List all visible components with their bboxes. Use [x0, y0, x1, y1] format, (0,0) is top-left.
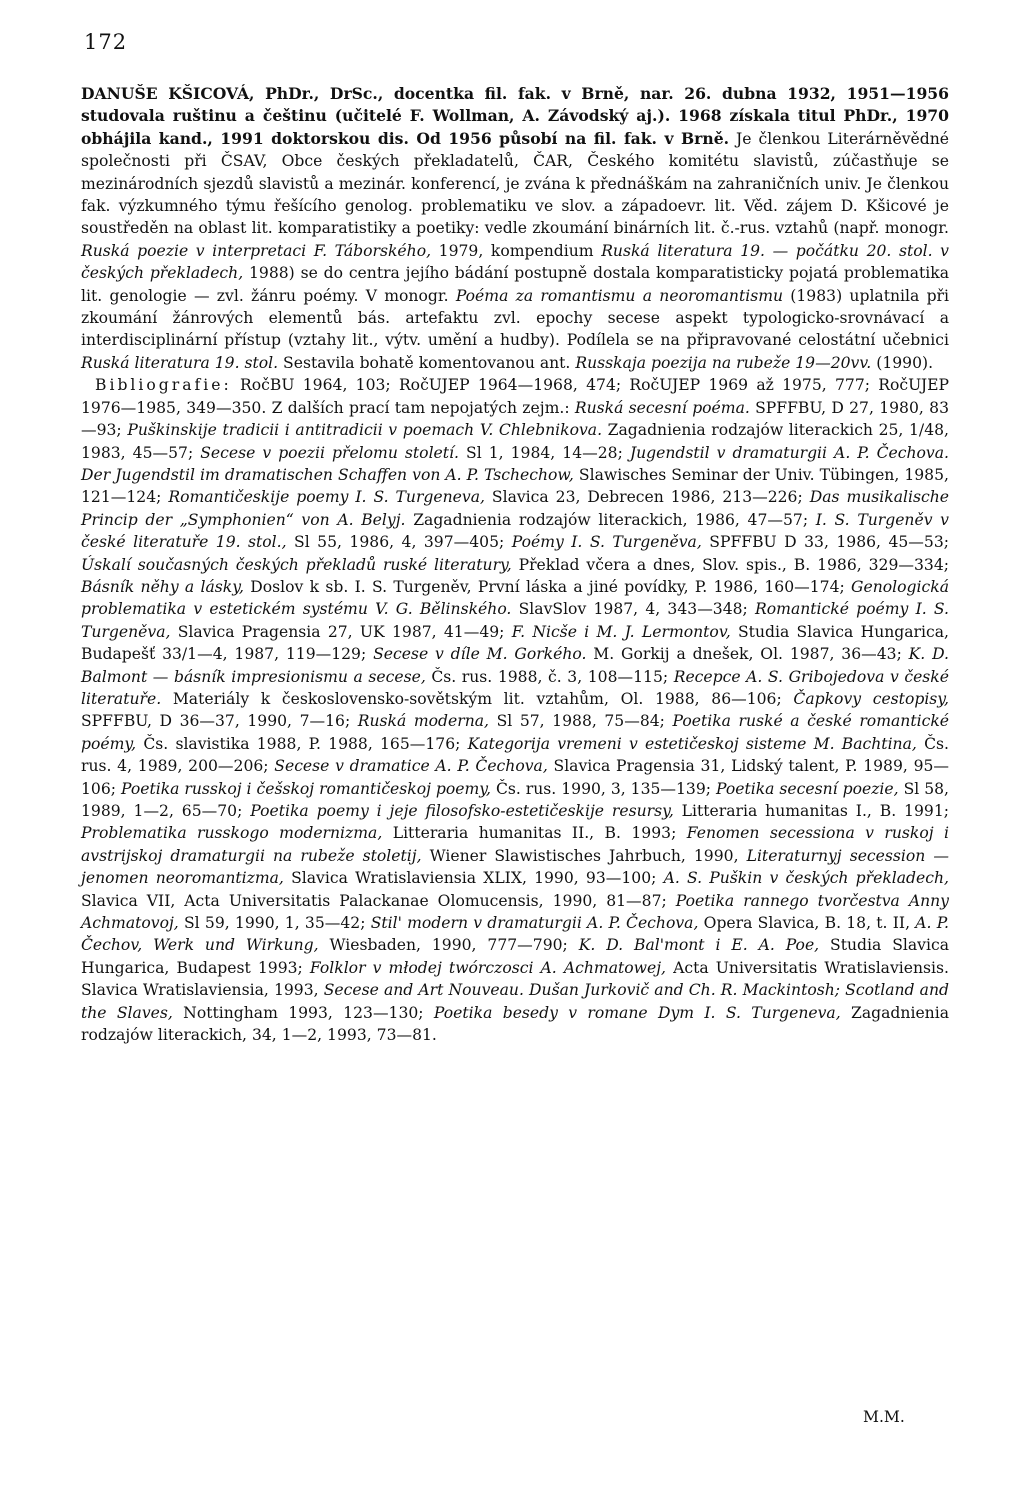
bibliography-segment-title: A. S. Puškin v českých překladech,: [663, 869, 949, 888]
bibliography-segment-title: Básník něhy a lásky,: [81, 577, 244, 596]
bibliography-segment-title: F. Nicše i M. J. Lermontov,: [511, 622, 731, 641]
bibliography-label: Bibliografie:: [95, 376, 232, 395]
biography-paragraph: [81, 83, 949, 374]
biography-lead: DANUŠE KŠICOVÁ, PhDr., DrSc., docentka fil. fak. v Brně, nar. 26. dubna 1932, 1951—1956 studovala ruštinu a češtinu (učitelé F. Wollman, A. Závodský aj.). 1968 získala titul PhDr., 1970 obhájila kand., 1991 doktorskou dis. Od 1956 působí na fil. fak. v Brně.: [81, 84, 949, 148]
bibliography-segment-title: Fenomen secessiona v ruskoj i avstrijskoj dramaturgii na rubeže stoletij,: [81, 824, 949, 865]
bibliography-segment-text: Wiener Slawistisches Jahrbuch, 1990,: [421, 846, 747, 865]
biography-segment-title: Poéma za romantismu a neoromantismu: [455, 286, 784, 305]
biography-segment-title: Russkaja poezija na rubeže 19—20vv.: [575, 353, 872, 372]
bibliography-segment-title: Secese v díle M. Gorkého.: [373, 645, 587, 664]
bibliography-segment-title: Genologická problematika v estetickém systému V. G. Bělinského.: [81, 577, 949, 619]
bibliography-segment-text: Sl 58, 1989, 1—2, 65—70;: [81, 779, 949, 820]
bibliography-segment-text: Čs. slavistika 1988, P. 1988, 165—176;: [136, 734, 468, 753]
bibliography-segment-title: K. D. Balmont — básník impresionismu a secese,: [81, 645, 949, 686]
bibliography-segment-title: Recepce A. S. Gribojedova v české literatuře.: [81, 667, 949, 708]
bibliography-segment-title: Das musikalische Princip der „Symphonien“ von A. Belyj.: [81, 488, 949, 529]
bibliography-segment-text: Sl 1, 1984, 14—28;: [459, 443, 630, 462]
bibliography-segment-title: Romantičeskije poemy I. S. Turgeneva,: [168, 488, 485, 507]
entry-text: [81, 83, 949, 1046]
bibliography-segment-text: Sl 55, 1986, 4, 397—405;: [286, 533, 512, 552]
bibliography-segment-title: Poetika poemy i jeje filosofsko-estetičeskije resursy,: [250, 802, 674, 820]
bibliography-segment-title: Secese v dramatice A. P. Čechova,: [274, 757, 548, 776]
biography-segment-text: Je členkou Literárněvědné společnosti při ČSAV, Obce českých překladatelů, ČAR, Českého komitétu slavistů, zúčastňuje se mezinárodních sjezdů slavistů a mezinár. konferencí, je zvána k přednáškám na zahraničních univ. Je členkou fak. výzkumného týmu řešícího genolog. problematiku ve slov. a západoevr. lit. Věd. zájem D. Kšicové je soustředěn na oblast lit. komparatistiky a poetiky: vedle zkoumání binárních lit. č.-rus. vztahů (např. monogr.: [81, 129, 949, 238]
bibliography-paragraph: [81, 374, 949, 1046]
bibliography-segment-text: Čs. rus. 1988, č. 3, 108—115;: [425, 667, 674, 686]
bibliography-segment-title: Poetika rannego tvorčestva Anny Achmatovoj,: [81, 891, 949, 933]
bibliography-segment-title: Literaturnyj secession — jenomen neoromantizma,: [81, 846, 949, 888]
biography-segment-title: Ruská literatura 19. — počátku 20. stol. v českých překladech,: [81, 241, 949, 283]
bibliography-segment-title: Poetika ruské a české romantické poémy,: [81, 712, 949, 753]
biography-segment-text: (1990).: [871, 353, 934, 372]
bibliography-segment-text: Wiesbaden, 1990, 777—790;: [318, 936, 579, 955]
biography-segment-title: Ruská poezie v interpretaci F. Táborského,: [81, 241, 432, 260]
bibliography-segment-title: Úskalí současných českých překladů ruské literatury,: [81, 555, 512, 574]
author-signature: M.M.: [863, 1408, 905, 1426]
biography-segment-text: 1988) se do centra jejího bádání postupně dostala komparatisticky pojatá problematika lit. genologie — zvl. žánru poémy. V monogr.: [81, 264, 949, 305]
bibliography-segment-text: Sl 57, 1988, 75—84;: [489, 712, 673, 731]
bibliography-segment-text: Slavica Pragensia 31, Lidský talent, P. 1989, 95—106;: [81, 757, 950, 798]
bibliography-segment-text: Slavica Pragensia 27, UK 1987, 41—49;: [170, 622, 512, 641]
bibliography-body: [81, 376, 949, 1044]
bibliography-segment-title: Stil' modern v dramaturgii A. P. Čechova,: [370, 914, 699, 933]
bibliography-segment-title: Problematika russkogo modernizma,: [81, 824, 383, 843]
bibliography-segment-title: Ruská moderna,: [357, 712, 490, 731]
bibliography-segment-title: I. S. Turgeněv v české literatuře 19. stol.,: [81, 510, 949, 552]
bibliography-segment-text: Doslov k sb. I. S. Turgeněv, První láska a jiné povídky, P. 1986, 160—174;: [243, 577, 852, 596]
bibliography-segment-text: Čs. rus. 4, 1989, 200—206;: [81, 734, 949, 776]
bibliography-segment-text: Slavica Wratislaviensia XLIX, 1990, 93—100;: [283, 869, 664, 888]
bibliography-segment-title: Secese v poezii přelomu století.: [200, 443, 459, 462]
bibliography-segment-title: A. P. Čechov, Werk und Wirkung,: [81, 914, 950, 955]
bibliography-segment-text: Studia Slavica Hungarica, Budapešť 33/1—4, 1987, 119—129;: [81, 622, 949, 664]
bibliography-segment-text: Zagadnienia rodzajów literackich, 34, 1—2, 1993, 73—81.: [81, 1003, 949, 1045]
bibliography-segment-title: Puškinskije tradicii i antitradicii v poemach V. Chlebnikova.: [127, 421, 603, 440]
bibliography-segment-text: Čs. rus. 1990, 3, 135—139;: [491, 779, 716, 798]
bibliography-segment-text: Zagadnienia rodzajów literackich 25, 1/48, 1983, 45—57;: [81, 421, 949, 462]
bibliography-segment-text: Opera Slavica, B. 18, t. II,: [698, 914, 916, 933]
bibliography-segment-text: M. Gorkij a dnešek, Ol. 1987, 36—43;: [586, 645, 909, 664]
bibliography-segment-text: Slawisches Seminar der Univ. Tübingen, 1985, 121—124;: [81, 465, 949, 507]
biography-segment-text: (1983) uplatnila při zkoumání žánrových elementů bás. artefaktu zvl. epochy secese aspekt typologicko-srovnávací a interdisciplinární přístup (vztahy lit., výtv. umění a hudby). Podílela se na připravované celostátní učebnici: [81, 286, 950, 350]
biography-segment-text: Sestavila bohatě komentovanou ant.: [278, 353, 576, 372]
page-number: 172: [84, 30, 128, 54]
bibliography-segment-text: Slavica VII, Acta Universitatis Palackanae Olomucensis, 1990, 81—87;: [81, 891, 676, 910]
biography-body: [81, 130, 949, 372]
bibliography-segment-title: Poetika russkoj i češskoj romantičeskoj poemy,: [120, 779, 491, 798]
bibliography-segment-text: RočBU 1964, 103; RočUJEP 1964—1968, 474; RočUJEP 1969 až 1975, 777; RočUJEP 1976—1985, 349—350. Z dalších prací tam nepojatých zejm.:: [81, 376, 949, 417]
bibliography-segment-text: SlavSlov 1987, 4, 343—348;: [511, 600, 756, 619]
bibliography-segment-text: Acta Universitatis Wratislaviensis. Slavica Wratislaviensia, 1993,: [81, 958, 949, 1000]
biography-segment-text: 1979, kompendium: [431, 241, 602, 260]
bibliography-segment-text: Litteraria humanitas I., B. 1991;: [673, 802, 949, 820]
bibliography-segment-title: Poémy I. S. Turgeněva,: [511, 533, 702, 552]
bibliography-segment-text: SPFFBU, D 36—37, 1990, 7—16;: [81, 712, 358, 731]
bibliography-segment-text: Nottingham 1993, 123—130;: [172, 1003, 434, 1022]
bibliography-segment-title: Secese and Art Nouveau. Dušan Jurkovič and Ch. R. Mackintosh; Scotland and the Slaves,: [81, 981, 949, 1022]
bibliography-segment-text: Sl 59, 1990, 1, 35—42;: [178, 914, 371, 933]
bibliography-segment-title: K. D. Bal'mont i E. A. Poe,: [578, 936, 820, 955]
bibliography-segment-title: Poetika secesní poezie,: [716, 779, 899, 798]
bibliography-segment-text: Slavica 23, Debrecen 1986, 213—226;: [484, 488, 810, 507]
bibliography-segment-title: Kategorija vremeni v estetičeskoj sisteme M. Bachtina,: [467, 734, 917, 753]
bibliography-segment-text: SPFFBU, D 27, 1980, 83—93;: [81, 398, 949, 440]
bibliography-segment-title: Jugendstil v dramaturgii A. P. Čechova. Der Jugendstil im dramatischen Schaffen von A. P. Tschechow,: [81, 443, 949, 484]
bibliography-segment-text: Litteraria humanitas II., B. 1993;: [382, 824, 687, 843]
bibliography-segment-title: Folklor v młodej twórczosci A. Achmatowej,: [309, 958, 667, 977]
bibliography-segment-title: Poetika besedy v romane Dym I. S. Turgeneva,: [433, 1003, 841, 1022]
bibliography-segment-title: Ruská secesní poéma.: [574, 398, 750, 417]
biography-segment-title: Ruská literatura 19. stol.: [81, 353, 279, 372]
bibliography-segment-text: Zagadnienia rodzajów literackich, 1986, 47—57;: [405, 510, 816, 529]
bibliography-segment-text: Studia Slavica Hungarica, Budapest 1993;: [81, 936, 950, 977]
bibliography-segment-title: Čapkovy cestopisy,: [793, 689, 949, 708]
bibliography-segment-text: Překlad včera a dnes, Slov. spis., B. 1986, 329—334;: [511, 555, 949, 574]
bibliography-segment-text: Materiály k československo-sovětským lit. vztahům, Ol. 1988, 86—106;: [161, 689, 794, 708]
bibliography-segment-text: SPFFBU D 33, 1986, 45—53;: [701, 533, 949, 552]
bibliography-segment-title: Romantické poémy I. S. Turgeněva,: [81, 600, 950, 641]
